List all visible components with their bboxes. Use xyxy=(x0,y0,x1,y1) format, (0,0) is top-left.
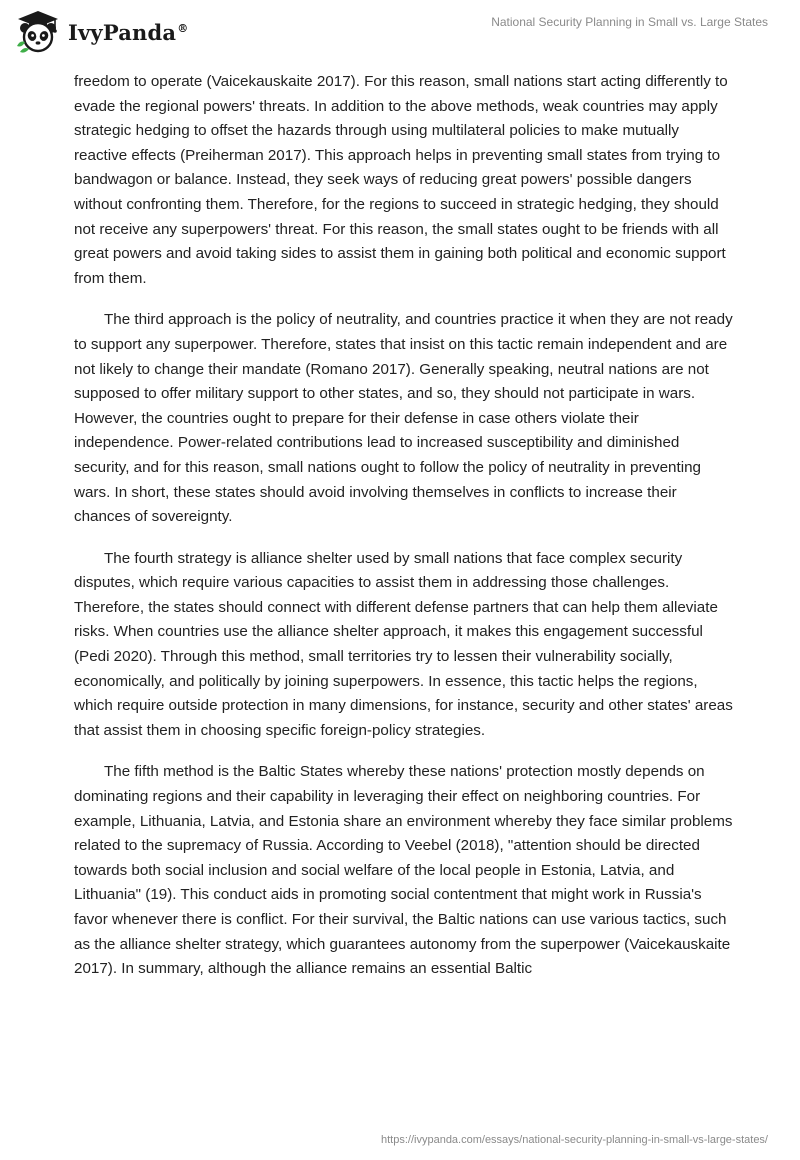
paragraph: The fifth method is the Baltic States whereby these nations' protection mostly depends on dominating regions and their capability in leveraging their effect on neighboring countries. For example, Lithuania, Latvia, and Estonia share an environment whereby they face similar problems related to the supremacy of Russia. According to Veebel (2018), "attention should be directed towards both social inclusion and social welfare of the local people in Estonia, Latvia, and Lithuania" (19). This conduct aids in promoting social contentment that might work in Russia's favor whenever there is conflict. For their survival, the Baltic nations can use various tactics, such as the alliance shelter strategy, which guarantees autonomy from the superpower (Vaicekauskaite 2017). In summary, although the alliance remains an essential Baltic xyxy=(74,763,733,978)
registered-mark: ® xyxy=(177,21,189,35)
essay-body xyxy=(74,70,734,999)
paragraph: The fourth strategy is alliance shelter used by small nations that face complex security disputes, which require various capacities to assist them in addressing those challenges. Therefore, the states should connect with different defense partners that can help them alleviate risks. When countries use the alliance shelter approach, it makes this engagement successful (Pedi 2020). Through this method, small territories try to lessen their vulnerability socially, economically, and politically by joining superpowers. In essence, this tactic helps the regions, which require outside protection in many dimensions, for instance, security and other states' areas that assist them in choosing specific foreign-policy strategies. xyxy=(74,549,733,739)
source-url[interactable]: https://ivypanda.com/essays/national-security-planning-in-small-vs-large-states/ xyxy=(381,1134,768,1146)
document-title: National Security Planning in Small vs. Large States xyxy=(491,15,768,29)
brand-name: IvyPanda® xyxy=(68,19,189,45)
paragraph: freedom to operate (Vaicekauskaite 2017). For this reason, small nations start acting differently to evade the regional powers' threats. In addition to the above methods, weak countries may apply strategic hedging to offset the hazards through using multilateral policies to make mutually reactive effects (Preiherman 2017). This approach helps in preventing small states from trying to bandwagon or balance. Instead, they seek ways of reducing great powers' possible dangers without confronting them. Therefore, for the regions to succeed in strategic hedging, they should not receive any superpowers' threat. For this reason, the small states ought to be friends with all great powers and avoid taking sides to assist them in gaining both political and economic support from them. xyxy=(74,73,728,287)
panda-graduate-icon xyxy=(14,8,62,56)
page-header xyxy=(0,0,800,62)
ivypanda-logo[interactable] xyxy=(14,8,188,56)
paragraph: The third approach is the policy of neutrality, and countries practice it when they are not ready to support any superpower. Therefore, states that insist on this tactic remain independent and are not likely to change their mandate (Romano 2017). Generally speaking, neutral nations are not supposed to offer military support to other states, and so, they should not participate in wars. However, the countries ought to prepare for their defense in case others violate their independence. Power-related contributions lead to increased susceptibility and diminished security, and for this reason, small nations ought to follow the policy of neutrality in preventing wars. In short, these states should avoid involving themselves in conflicts to increase their chances of sovereignty. xyxy=(74,311,733,526)
